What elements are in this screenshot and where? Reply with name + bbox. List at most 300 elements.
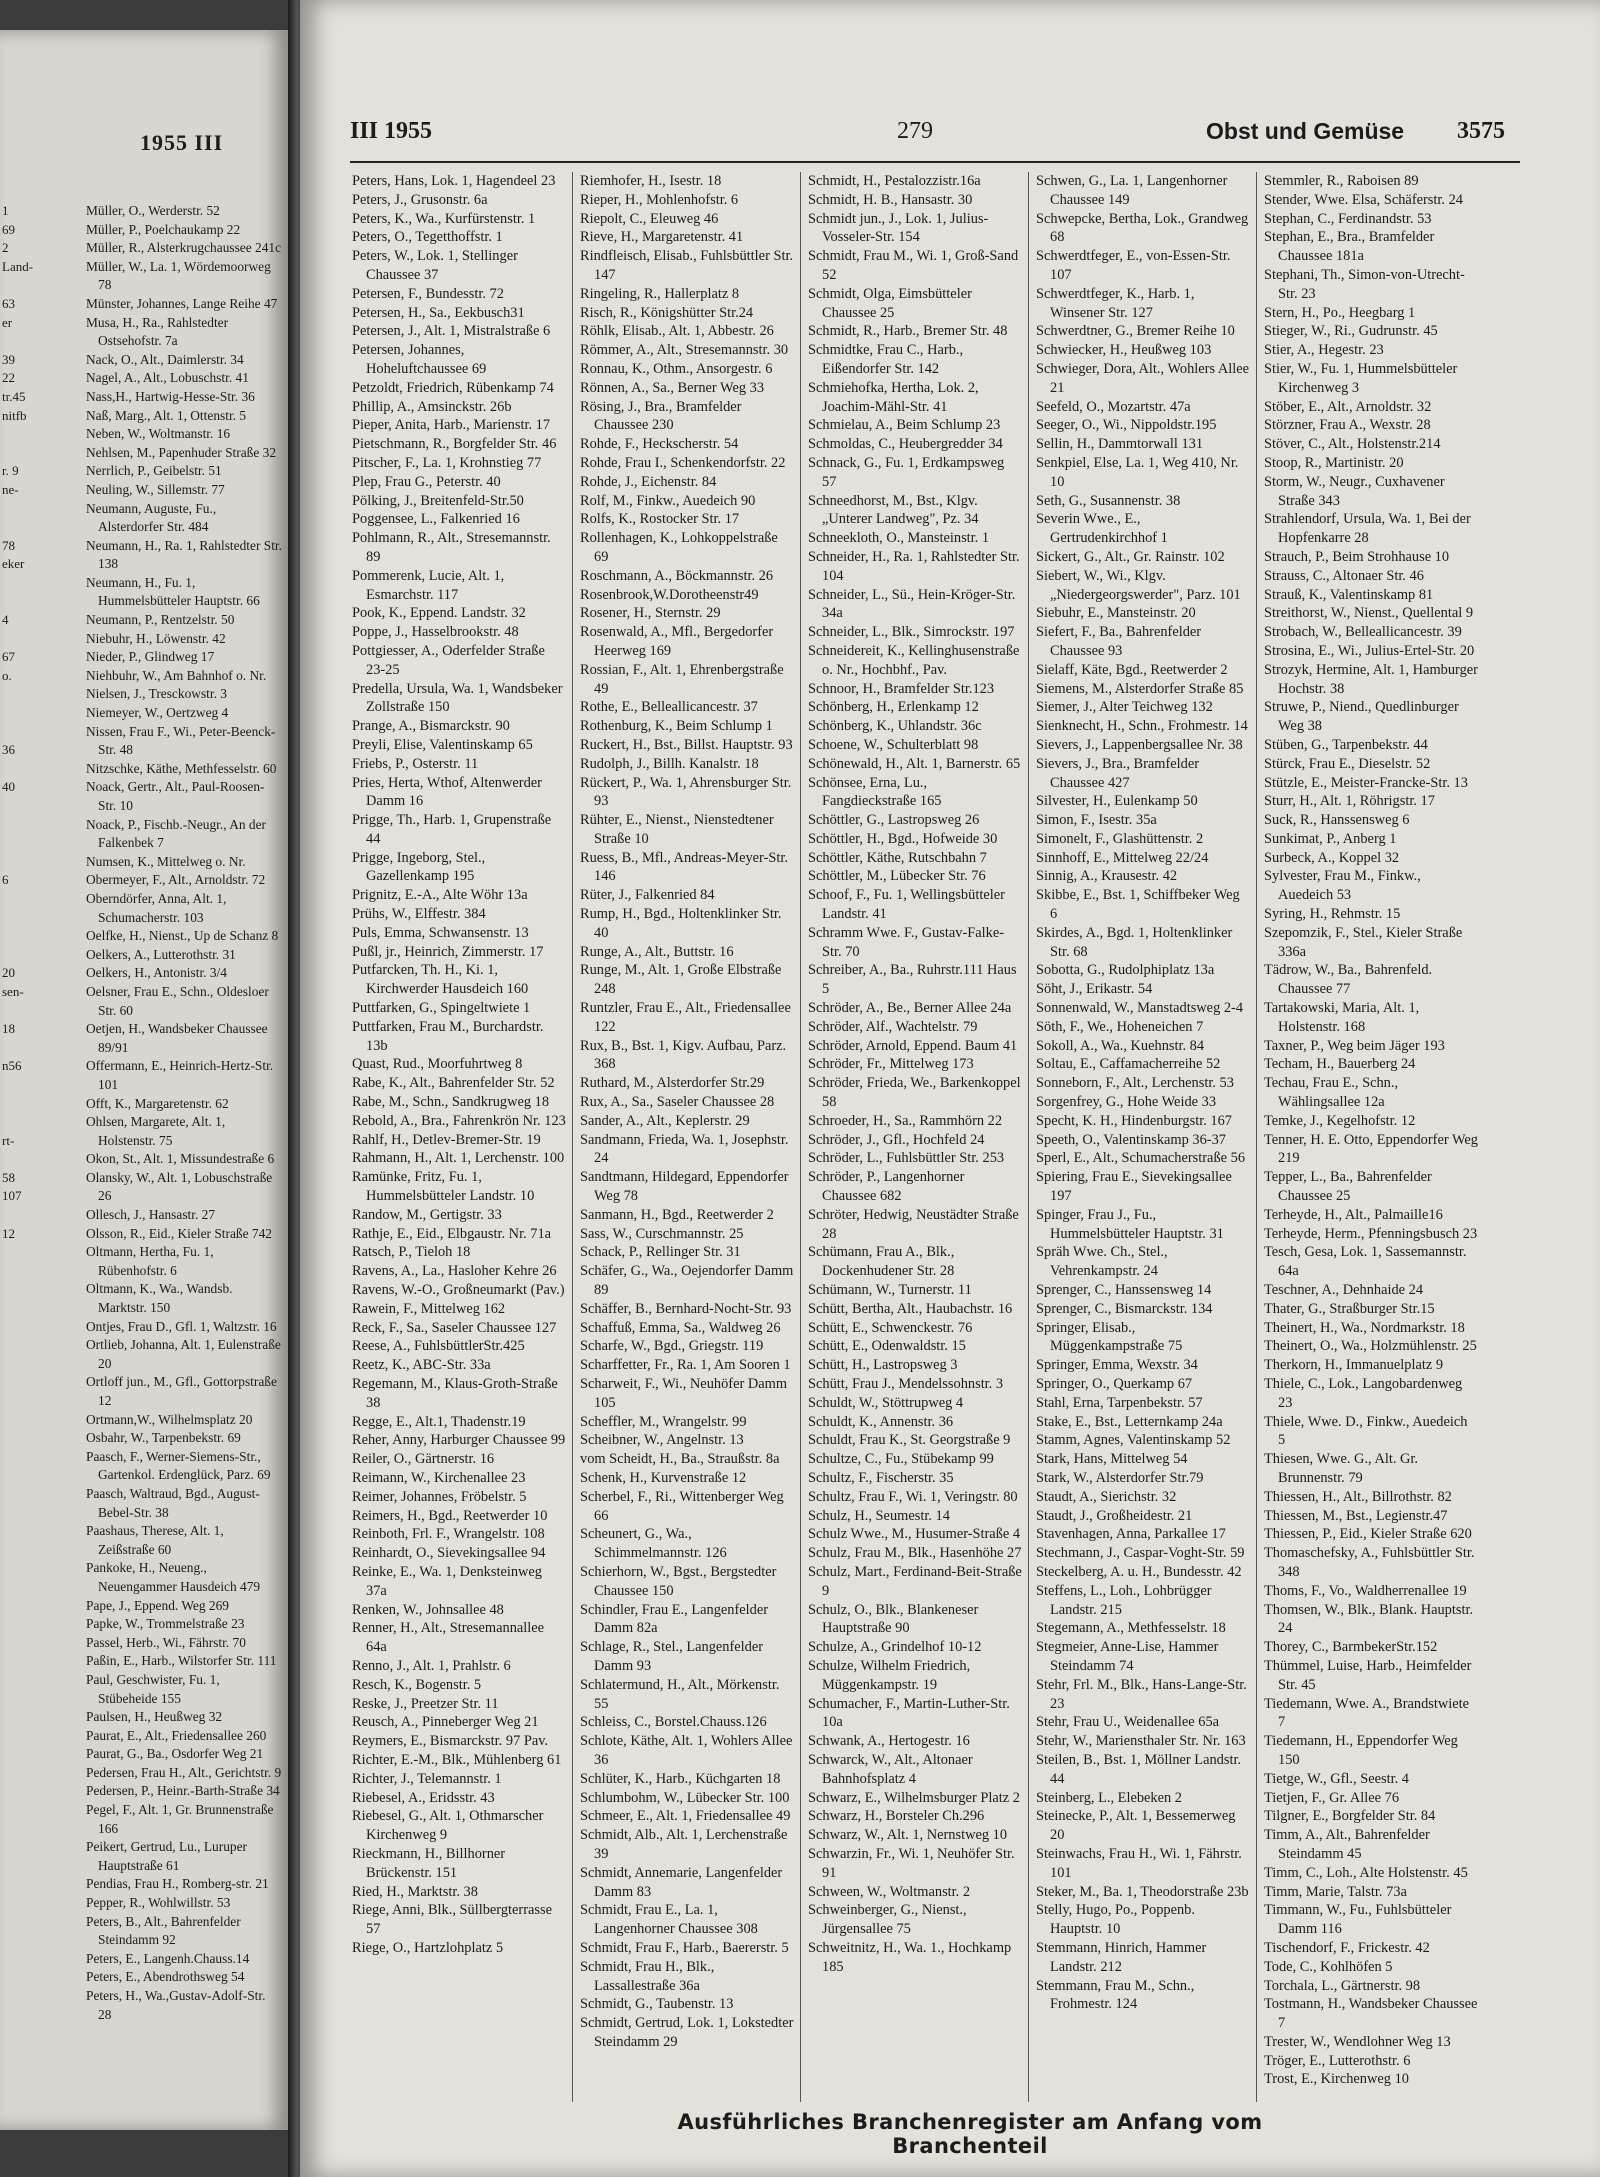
directory-entry: Oberndörfer, Anna, Alt. 1, Schumacherstr. 103 <box>86 890 227 925</box>
directory-entry: Tenner, H. E. Otto, Eppendorfer Weg 219 <box>1264 1131 1478 1167</box>
directory-entry: Römmer, A., Alt., Stresemannstr. 30 <box>580 342 789 359</box>
directory-entry: Schwerdtfeger, E., von-Essen-Str. 107 <box>1036 248 1231 283</box>
directory-entry: Riepolt, C., Eleuweg 46 <box>580 210 719 227</box>
margin-fragment <box>2 1745 54 1764</box>
directory-entry: Neumann, H., Ra. 1, Rahlstedter Str. 138 <box>86 537 282 572</box>
directory-entry: Schlote, Käthe, Alt. 1, Wohlers Allee 36 <box>580 1733 793 1768</box>
directory-entry: Schulz Wwe., M., Husumer-Straße 4 <box>808 1526 1021 1543</box>
directory-entry: Schöttler, H., Bgd., Hofweide 30 <box>808 830 998 847</box>
directory-entry: Schmoldas, C., Heubergredder 34 <box>808 436 1003 453</box>
directory-entry: Ramünke, Fritz, Fu. 1, Hummelsbütteler Landstr. 10 <box>352 1169 535 1205</box>
margin-fragment <box>2 1262 54 1281</box>
directory-entry: Schwieger, Dora, Alt., Wohlers Allee 21 <box>1036 360 1250 396</box>
directory-entry: Schwarz, E., Wilhelmsburger Platz 2 <box>808 1789 1020 1806</box>
margin-fragment: 2 <box>2 240 9 256</box>
directory-entry: Siebuhr, E., Mansteinstr. 20 <box>1036 605 1196 622</box>
directory-entry: Oltmann, K., Wa., Wandsb. Marktstr. 150 <box>86 1281 233 1316</box>
directory-entry: Müller, O., Werderstr. 52 <box>86 203 220 218</box>
directory-entry: Thomaschefsky, A., Fuhlsbüttler Str. 348 <box>1264 1545 1475 1580</box>
directory-entry: Techam, H., Bauerberg 24 <box>1264 1056 1416 1073</box>
directory-entry: Randow, M., Gertigstr. 33 <box>352 1206 502 1223</box>
directory-entry: Predella, Ursula, Wa. 1, Wandsbeker Zollstraße 150 <box>352 680 563 716</box>
directory-entry: Struwe, P., Niend., Quedlinburger Weg 38 <box>1264 699 1459 735</box>
directory-entry: Terheyde, Herm., Pfenningsbusch 23 <box>1264 1225 1478 1242</box>
directory-entry: Neuling, W., Sillemstr. 77 <box>86 481 225 497</box>
directory-entry: Poppe, J., Hasselbrookstr. 48 <box>352 624 519 641</box>
directory-entry: Spinger, Frau J., Fu., Hummelsbütteler Hauptstr. 31 <box>1036 1206 1224 1242</box>
directory-entry: Schwarz, W., Alt. 1, Nernstweg 10 <box>808 1827 1008 1844</box>
directory-entry: Runge, M., Alt. 1, Große Elbstraße 248 <box>580 962 782 998</box>
directory-entry: Ravens, W.-O., Großneumarkt (Pav.) <box>352 1282 565 1299</box>
directory-entry: Sandtmann, Hildegard, Eppendorfer Weg 78 <box>580 1169 789 1205</box>
directory-entry: Schröder, L., Fuhlsbüttler Str. 253 <box>808 1150 1005 1167</box>
directory-entry: Surbeck, A., Koppel 32 <box>1264 849 1400 866</box>
directory-entry: Pegel, F., Alt. 1, Gr. Brunnenstraße 166 <box>86 1802 274 1836</box>
directory-entry: Schmidt, R., Harb., Bremer Str. 48 <box>808 323 1008 340</box>
directory-entry: Sylvester, Frau M., Finkw., Auedeich 53 <box>1264 868 1421 904</box>
directory-entry: Schmidt, Frau H., Blk., Lassallestraße 36a <box>580 1958 715 1994</box>
directory-entry: Schlatermund, H., Alt., Mörkenstr. 55 <box>580 1676 780 1712</box>
directory-entry: Schröder, P., Langenhorner Chaussee 682 <box>808 1169 965 1205</box>
directory-entry: Schreiber, A., Ba., Ruhrstr.111 Haus 5 <box>808 962 1017 998</box>
directory-entry: Schmeer, E., Alt. 1, Friedensallee 49 <box>580 1808 791 1825</box>
directory-entry: Rosenbrook,W.Dorotheenstr49 <box>580 586 759 603</box>
directory-entry: Papke, W., Trommelstraße 23 <box>86 1616 245 1632</box>
directory-entry: Petersen, F., Bundesstr. 72 <box>352 285 504 302</box>
directory-entry: Taxner, P., Weg beim Jäger 193 <box>1264 1037 1445 1054</box>
margin-fragment <box>2 1206 54 1225</box>
directory-entry: Rüter, J., Falkenried 84 <box>580 887 715 904</box>
directory-entry: Theinert, O., Wa., Holzmühlenstr. 25 <box>1264 1338 1477 1355</box>
directory-entry: Regge, E., Alt.1, Thadenstr.19 <box>352 1413 526 1430</box>
directory-entry: Schöttler, M., Lübecker Str. 76 <box>808 868 986 885</box>
directory-entry: Schulz, Mart., Ferdinand-Beit-Straße 9 <box>808 1563 1022 1599</box>
directory-entry: Stehr, Frl. M., Blk., Hans-Lange-Str. 23 <box>1036 1676 1247 1712</box>
directory-entry: Schulz, Frau M., Blk., Hasenhöhe 27 <box>808 1545 1022 1562</box>
directory-entry: Peters, W., Lok. 1, Stellinger Chaussee 37 <box>352 248 518 283</box>
directory-entry: Stegmeier, Anne-Lise, Hammer Steindamm 74 <box>1036 1639 1219 1674</box>
directory-entry: Tröger, E., Lutterothstr. 6 <box>1264 2052 1411 2069</box>
directory-entry: Numsen, K., Mittelweg o. Nr. <box>86 853 246 869</box>
footer-note: Ausführliches Branchenregister am Anfang vom Branchenteil <box>677 2110 1263 2158</box>
directory-entry: Schröder, Alf., Wachtelstr. 79 <box>808 1018 978 1035</box>
directory-entry: Schümann, W., Turnerstr. 11 <box>808 1282 972 1299</box>
directory-entry: Suck, R., Hanssensweg 6 <box>1264 812 1410 829</box>
directory-entry: Peters, J., Grusonstr. 6a <box>352 191 488 208</box>
margin-fragment <box>2 927 54 946</box>
directory-entry: Schröder, Frieda, We., Barkenkoppel 58 <box>808 1075 1021 1111</box>
directory-entry: Peters, K., Wa., Kurfürstenstr. 1 <box>352 210 536 227</box>
directory-entry: Staudt, J., Großheidestr. 21 <box>1036 1507 1193 1524</box>
directory-entry: Schröter, Hedwig, Neustädter Straße 28 <box>808 1206 1019 1242</box>
column-divider <box>572 172 573 2102</box>
directory-entry: Niemeyer, W., Oertzweg 4 <box>86 705 229 721</box>
directory-entry: Tilgner, E., Borgfelder Str. 84 <box>1264 1808 1436 1825</box>
directory-entry: Strosina, E., Wi., Julius-Ertel-Str. 20 <box>1264 642 1475 659</box>
directory-entry: Reiler, O., Gärtnerstr. 16 <box>352 1451 495 1468</box>
directory-entry: Sanmann, H., Bgd., Reetwerder 2 <box>580 1206 774 1223</box>
directory-entry: Paurat, G., Ba., Osdorfer Weg 21 <box>86 1746 264 1762</box>
directory-entry: Schröder, Fr., Mittelweg 173 <box>808 1056 974 1073</box>
margin-fragment <box>2 946 54 965</box>
directory-entry: Schweitnitz, H., Wa. 1., Hochkamp 185 <box>808 1939 1012 1975</box>
directory-entry: Stephan, E., Bra., Bramfelder Chaussee 181a <box>1264 229 1435 265</box>
directory-entry: Schütt, H., Lastropsweg 3 <box>808 1357 958 1374</box>
directory-entry: Pendias, Frau H., Romberg-str. 21 <box>86 1876 269 1892</box>
directory-entry: Prange, A., Bismarckstr. 90 <box>352 718 510 735</box>
directory-entry: Scharweit, F., Wi., Neuhöfer Damm 105 <box>580 1376 788 1411</box>
margin-fragment <box>2 2006 54 2025</box>
directory-entry: Poggensee, L., Falkenried 16 <box>352 511 520 528</box>
directory-entry: Offt, K., Margaretenstr. 62 <box>86 1095 229 1111</box>
directory-entry: Nielsen, J., Tresckowstr. 3 <box>86 686 227 702</box>
margin-fragment <box>2 592 54 611</box>
margin-fragment: r. 9 <box>2 463 19 479</box>
directory-entry: Ortlieb, Johanna, Alt. 1, Eulenstraße 20 <box>86 1337 281 1371</box>
directory-entry: Peters, E., Langenh.Chauss.14 <box>86 1950 250 1966</box>
directory-entry: Scharfe, W., Bgd., Griegstr. 119 <box>580 1338 764 1355</box>
directory-entry: Reimer, Johannes, Fröbelstr. 5 <box>352 1488 527 1505</box>
directory-entry: Stegemann, A., Methfesselstr. 18 <box>1036 1620 1226 1637</box>
directory-entry: Sunkimat, P., Anberg 1 <box>1264 830 1397 847</box>
directory-entry: Schmidt, Frau E., La. 1, Langenhorner Chaussee 308 <box>580 1902 758 1938</box>
directory-entry: Rux, B., Bst. 1, Kigv. Aufbau, Parz. 368 <box>580 1037 787 1073</box>
directory-entry: Passel, Herb., Wi., Fährstr. 70 <box>86 1634 246 1650</box>
directory-entry: Steinberg, L., Elebeken 2 <box>1036 1789 1183 1806</box>
margin-fragment: 12 <box>2 1225 15 1241</box>
margin-fragment <box>2 1671 54 1690</box>
directory-entry: Puttfarken, G., Spingeltwiete 1 <box>352 1000 531 1017</box>
directory-entry: Rohde, J., Eichenstr. 84 <box>580 473 717 490</box>
directory-entry: Schröder, J., Gfl., Hochfeld 24 <box>808 1131 985 1148</box>
margin-fragment <box>2 1913 54 1932</box>
left-page-margin <box>2 202 54 2043</box>
margin-fragment: tr.45 <box>2 388 26 404</box>
directory-entry: Schöttler, Käthe, Rutschbahn 7 <box>808 849 987 866</box>
directory-entry: Thater, G., Straßburger Str.15 <box>1264 1300 1435 1317</box>
directory-entry: Reher, Anny, Harburger Chaussee 99 <box>352 1432 566 1449</box>
column-divider <box>800 172 801 2102</box>
directory-entry: Naß, Marg., Alt. 1, Ottenstr. 5 <box>86 407 247 423</box>
directory-entry: Schmidt, H. B., Hansastr. 30 <box>808 191 973 208</box>
directory-entry: Schoene, W., Schulterblatt 98 <box>808 736 979 753</box>
category-number: 3575 <box>1457 118 1505 144</box>
margin-fragment <box>2 1373 54 1392</box>
directory-entry: Schmielau, A., Beim Schlump 23 <box>808 417 1001 434</box>
directory-entry: Tartakowski, Maria, Alt. 1, Holstenstr. 168 <box>1264 1000 1420 1035</box>
margin-fragment <box>2 1578 54 1597</box>
directory-entry: Schack, P., Rellinger Str. 31 <box>580 1244 741 1261</box>
directory-entry: Petzoldt, Friedrich, Rübenkamp 74 <box>352 379 554 396</box>
directory-entry: Sperl, E., Alt., Schumacherstraße 56 <box>1036 1150 1246 1167</box>
directory-entry: Schmidt, Frau F., Harb., Baererstr. 5 <box>580 1939 789 1956</box>
directory-entry: Nieder, P., Glindweg 17 <box>86 649 215 665</box>
margin-fragment <box>2 1039 54 1058</box>
directory-entry: Stehr, Frau U., Weidenallee 65a <box>1036 1714 1220 1731</box>
margin-fragment <box>2 1764 54 1783</box>
directory-entry: Terheyde, H., Alt., Palmaille16 <box>1264 1206 1443 1223</box>
directory-entry: Söth, F., We., Hoheneichen 7 <box>1036 1018 1204 1035</box>
directory-entry: Noack, P., Fischb.-Neugr., An der Falkenbek 7 <box>86 816 267 851</box>
directory-entry: Steffens, L., Loh., Lohbrügger Landstr. 215 <box>1036 1582 1212 1618</box>
margin-fragment <box>2 1485 54 1504</box>
directory-entry: Niehbuhr, W., Am Bahnhof o. Nr. <box>86 667 267 683</box>
directory-entry: Ringeling, R., Hallerplatz 8 <box>580 285 740 302</box>
margin-fragment: 4 <box>2 612 9 628</box>
directory-entry: Timm, Marie, Talstr. 73a <box>1264 1883 1407 1900</box>
margin-fragment: 78 <box>2 537 15 553</box>
directory-entry: Temke, J., Kegelhofstr. 12 <box>1264 1112 1416 1129</box>
directory-entry: Stöber, E., Alt., Arnoldstr. 32 <box>1264 398 1432 415</box>
directory-entry: Petersen, J., Alt. 1, Mistralstraße 6 <box>352 323 551 340</box>
column-divider <box>1028 172 1029 2102</box>
directory-entry: Schneidereit, K., Kellinghusenstraße o. Nr., Hochbhf., Pav. <box>808 642 1020 678</box>
directory-entry: Pietschmann, R., Borgfelder Str. 46 <box>352 436 557 453</box>
directory-entry: Oelsner, Frau E., Schn., Oldesloer Str. 60 <box>86 983 269 1018</box>
directory-entry: Risch, R., Königshütter Str.24 <box>580 304 754 321</box>
directory-entry: Störzner, Frau A., Wexstr. 28 <box>1264 417 1431 434</box>
margin-fragment <box>2 1875 54 1894</box>
directory-entry: Reinboth, Frl. F., Wrangelstr. 108 <box>352 1526 545 1543</box>
margin-fragment <box>2 1801 54 1820</box>
directory-entry: Rothe, E., Belleallicancestr. 37 <box>580 699 758 716</box>
directory-entry: Pepper, R., Wohlwillstr. 53 <box>86 1895 231 1911</box>
directory-entry: Phillip, A., Amsinckstr. 26b <box>352 398 512 415</box>
directory-entry: Silvester, H., Eulenkamp 50 <box>1036 793 1198 810</box>
margin-fragment <box>2 1727 54 1746</box>
directory-entry: Schindler, Frau E., Langenfelder Damm 82a <box>580 1601 769 1637</box>
directory-entry: Storm, W., Neugr., Cuxhavener Straße 343 <box>1264 473 1445 509</box>
directory-entry: Stemmann, Hinrich, Hammer Landstr. 212 <box>1036 1939 1207 1975</box>
directory-entry: Neumann, H., Fu. 1, Hummelsbütteler Hauptstr. 66 <box>86 574 260 609</box>
margin-fragment: 39 <box>2 351 15 367</box>
directory-entry: Petersen, Johannes, Hoheluftchaussee 69 <box>352 342 487 377</box>
directory-entry: Nitzschke, Käthe, Methfesselstr. 60 <box>86 760 277 776</box>
margin-fragment <box>2 1392 54 1411</box>
directory-entry: Schwank, A., Hertogestr. 16 <box>808 1733 970 1750</box>
directory-entry: Spräh Wwe. Ch., Stel., Vehrenkampstr. 24 <box>1036 1244 1168 1280</box>
directory-column-2 <box>580 172 794 2107</box>
directory-entry: Schultz, Frau F., Wi. 1, Veringstr. 80 <box>808 1488 1018 1505</box>
directory-entry: Siebert, W., Wi., Klgv. „Niedergeorgswerder", Parz. 101 <box>1036 567 1241 603</box>
directory-entry: Steinwachs, Frau H., Wi. 1, Fährstr. 101 <box>1036 1845 1242 1881</box>
margin-fragment: rt- <box>2 1132 15 1148</box>
directory-entry: Ruthard, M., Alsterdorfer Str.29 <box>580 1075 765 1092</box>
directory-entry: Schultze, C., Fu., Stübekamp 99 <box>808 1451 994 1468</box>
directory-column-1 <box>352 172 566 2107</box>
directory-entry: Schoof, F., Fu. 1, Wellingsbütteler Landstr. 41 <box>808 887 1005 923</box>
directory-entry: Riemhofer, H., Isestr. 18 <box>580 173 722 189</box>
directory-entry: Ortloff jun., M., Gfl., Gottorpstraße 12 <box>86 1374 277 1408</box>
directory-entry: Stephan, C., Ferdinandstr. 53 <box>1264 210 1432 227</box>
directory-entry: Siemer, J., Alter Teichweg 132 <box>1036 699 1213 716</box>
directory-entry: Thomsen, W., Blk., Blank. Hauptstr. 24 <box>1264 1601 1474 1637</box>
directory-entry: Schneekloth, O., Mansteinstr. 1 <box>808 530 990 547</box>
margin-fragment <box>2 444 54 463</box>
directory-entry: Timm, A., Alt., Bahrenfelder Steindamm 45 <box>1264 1827 1430 1862</box>
directory-entry: Rösing, J., Bra., Bramfelder Chaussee 230 <box>580 398 742 434</box>
directory-entry: Renno, J., Alt. 1, Prahlstr. 6 <box>352 1657 511 1674</box>
directory-entry: Thorey, C., BarmbekerStr.152 <box>1264 1639 1438 1656</box>
directory-entry: Schwiecker, H., Heußweg 103 <box>1036 342 1212 359</box>
directory-entry: Schmidt, H., Pestalozzistr.16a <box>808 173 981 189</box>
directory-entry: Seeger, O., Wi., Nippoldstr.195 <box>1036 417 1217 434</box>
directory-entry: Ronnau, K., Othm., Ansorgestr. 6 <box>580 360 773 377</box>
directory-entry: Neben, W., Woltmanstr. 16 <box>86 426 231 442</box>
directory-entry: Pußl, jr., Heinrich, Zimmerstr. 17 <box>352 943 544 960</box>
margin-fragment <box>2 1280 54 1299</box>
margin-fragment: sen- <box>2 983 24 999</box>
directory-entry: Röhlk, Elisab., Alt. 1, Abbestr. 26 <box>580 323 774 340</box>
directory-entry: Oelkers, A., Lutterothstr. 31 <box>86 946 236 962</box>
page-header <box>300 118 1600 152</box>
directory-entry: Rebold, A., Bra., Fahrenkrön Nr. 123 <box>352 1112 566 1129</box>
directory-entry: Stephani, Th., Simon-von-Utrecht-Str. 23 <box>1264 266 1465 302</box>
column-divider <box>1256 172 1257 2102</box>
directory-entry: Olsson, R., Eid., Kieler Straße 742 <box>86 1225 272 1241</box>
directory-entry: Stier, A., Hegestr. 23 <box>1264 342 1384 359</box>
directory-entry: Schleiss, C., Borstel.Chauss.126 <box>580 1714 767 1731</box>
directory-entry: Offermann, E., Heinrich-Hertz-Str. 101 <box>86 1058 274 1092</box>
margin-fragment <box>2 1931 54 1950</box>
margin-fragment <box>2 1411 54 1430</box>
directory-entry: Ried, H., Marktstr. 38 <box>352 1883 478 1900</box>
directory-entry: Nagel, A., Alt., Lobuschstr. 41 <box>86 370 249 386</box>
margin-fragment: nitfb <box>2 407 27 423</box>
directory-entry: Sprenger, C., Hanssensweg 14 <box>1036 1282 1212 1299</box>
directory-entry: Sass, W., Curschmannstr. 25 <box>580 1225 744 1242</box>
directory-entry: Schmiehofka, Hertha, Lok. 2, Joachim-Mähl-Str. 41 <box>808 379 979 415</box>
directory-entry: Streithorst, W., Nienst., Quellental 9 <box>1264 605 1474 622</box>
directory-entry: Reymers, E., Bismarckstr. 97 Pav. <box>352 1733 549 1750</box>
left-page <box>0 30 288 2130</box>
directory-entry: Oelfke, H., Nienst., Up de Schanz 8 <box>86 928 279 944</box>
margin-fragment: 58 <box>2 1169 15 1185</box>
directory-entry: Schneider, H., Ra. 1, Rahlstedter Str. 104 <box>808 548 1020 584</box>
directory-entry: Schenk, H., Kurvenstraße 12 <box>580 1469 747 1486</box>
directory-entry: Schmidt, Frau M., Wi. 1, Groß-Sand 52 <box>808 248 1019 283</box>
directory-entry: Schumacher, F., Martin-Luther-Str. 10a <box>808 1695 1010 1731</box>
directory-entry: Nass,H., Hartwig-Hesse-Str. 36 <box>86 388 255 404</box>
directory-entry: Stürck, Frau E., Dieselstr. 52 <box>1264 755 1431 772</box>
directory-entry: Schröder, A., Be., Berner Allee 24a <box>808 1000 1012 1017</box>
directory-entry: Plep, Frau G., Peterstr. 40 <box>352 473 501 490</box>
directory-entry: Seefeld, O., Mozartstr. 47a <box>1036 398 1191 415</box>
margin-fragment: 107 <box>2 1188 22 1204</box>
directory-entry: Rieve, H., Margaretenstr. 41 <box>580 229 744 246</box>
directory-entry: Pitscher, F., La. 1, Krohnstieg 77 <box>352 454 542 471</box>
directory-entry: Skirdes, A., Bgd. 1, Holtenklinker Str. 68 <box>1036 924 1233 960</box>
margin-fragment <box>2 1838 54 1857</box>
directory-entry: Speeth, O., Valentinskamp 36-37 <box>1036 1131 1226 1148</box>
directory-entry: Osbahr, W., Tarpenbekstr. 69 <box>86 1430 241 1446</box>
directory-entry: Teschner, A., Dehnhaide 24 <box>1264 1282 1424 1299</box>
margin-fragment <box>2 1336 54 1355</box>
directory-entry: Pape, J., Eppend. Weg 269 <box>86 1597 229 1613</box>
directory-entry: Rabe, M., Schn., Sandkrugweg 18 <box>352 1094 550 1111</box>
directory-entry: Rosenwald, A., Mfl., Bergedorfer Heerweg 169 <box>580 624 774 659</box>
directory-entry: Sielaff, Käte, Bgd., Reetwerder 2 <box>1036 661 1228 678</box>
margin-fragment: 6 <box>2 872 9 888</box>
directory-entry: Springer, Emma, Wexstr. 34 <box>1036 1357 1198 1374</box>
directory-entry: Rohde, F., Heckscherstr. 54 <box>580 436 739 453</box>
directory-entry: Rump, H., Bgd., Holtenklinker Str. 40 <box>580 906 782 941</box>
directory-entry: Renken, W., Johnsallee 48 <box>352 1601 504 1618</box>
margin-fragment <box>2 890 54 909</box>
directory-entry: Pölking, J., Breitenfeld-Str.50 <box>352 492 524 509</box>
directory-entry: Rawein, F., Mittelweg 162 <box>352 1300 506 1317</box>
margin-fragment: 18 <box>2 1021 15 1037</box>
margin-fragment <box>2 332 54 351</box>
directory-entry: Peters, B., Alt., Bahrenfelder Steindamm 92 <box>86 1913 241 1948</box>
margin-fragment <box>2 704 54 723</box>
directory-entry: Thümmel, Luise, Harb., Heimfelder Str. 45 <box>1264 1657 1472 1693</box>
directory-entry: Nissen, Frau F., Wi., Peter-Beenck-Str. 48 <box>86 723 276 758</box>
margin-fragment <box>2 1987 54 2006</box>
directory-entry: Scharffetter, Fr., Ra. 1, Am Sooren 1 <box>580 1357 791 1374</box>
directory-entry: Tepper, L., Ba., Bahrenfelder Chaussee 25 <box>1264 1169 1432 1205</box>
directory-entry: Steker, M., Ba. 1, Theodorstraße 23b <box>1036 1883 1249 1900</box>
margin-fragment <box>2 500 54 519</box>
margin-fragment <box>2 2024 54 2043</box>
directory-entry: Tietjen, F., Gr. Allee 76 <box>1264 1789 1400 1806</box>
margin-fragment: 69 <box>2 221 15 237</box>
directory-entry: Sandmann, Frieda, Wa. 1, Josephstr. 24 <box>580 1131 789 1167</box>
margin-fragment: n56 <box>2 1058 22 1074</box>
directory-entry: Schütt, E., Odenwaldstr. 15 <box>808 1338 966 1355</box>
margin-fragment: 22 <box>2 370 15 386</box>
directory-entry: Staudt, A., Sierichstr. 32 <box>1036 1488 1177 1505</box>
directory-entry: Rossian, F., Alt. 1, Ehrenbergstraße 49 <box>580 661 784 697</box>
directory-entry: Ontjes, Frau D., Gfl. 1, Waltzstr. 16 <box>86 1318 277 1334</box>
margin-fragment <box>2 1857 54 1876</box>
directory-entry: Stahl, Erna, Tarpenbekstr. 57 <box>1036 1394 1203 1411</box>
directory-entry: Rönnen, A., Sa., Berner Weg 33 <box>580 379 765 396</box>
directory-entry: Peikert, Gertrud, Lu., Luruper Hauptstraße 61 <box>86 1839 248 1873</box>
directory-entry: Steilen, B., Bst. 1, Möllner Landstr. 44 <box>1036 1751 1242 1787</box>
directory-entry: Regemann, M., Klaus-Groth-Straße 38 <box>352 1376 558 1411</box>
directory-entry: Schwarz, H., Borsteler Ch.296 <box>808 1808 985 1825</box>
directory-entry: Pedersen, P., Heinr.-Barth-Straße 34 <box>86 1783 280 1799</box>
directory-entry: Oetjen, H., Wandsbeker Chaussee 89/91 <box>86 1021 268 1055</box>
directory-entry: Rohde, Frau I., Schenkendorfstr. 22 <box>580 454 786 471</box>
directory-entry: Stake, E., Bst., Letternkamp 24a <box>1036 1413 1223 1430</box>
directory-entry: Münster, Johannes, Lange Reihe 47 <box>86 295 278 311</box>
left-page-header: 1955 III <box>140 130 224 155</box>
margin-fragment <box>2 1708 54 1727</box>
directory-entry: Syring, H., Rehmstr. 15 <box>1264 906 1401 923</box>
directory-entry: Prigge, Ingeborg, Stel., Gazellenkamp 195 <box>352 849 486 885</box>
directory-entry: Therkorn, H., Immanuelplatz 9 <box>1264 1357 1444 1374</box>
directory-entry: Niebuhr, H., Löwenstr. 42 <box>86 630 226 646</box>
directory-entry: Sturr, H., Alt. 1, Röhrigstr. 17 <box>1264 793 1435 810</box>
directory-entry: Stüben, G., Tarpenbekstr. 44 <box>1264 736 1428 753</box>
directory-entry: Pohlmann, R., Alt., Stresemannstr. 89 <box>352 530 551 565</box>
directory-entry: Müller, R., Alsterkrugchaussee 241c <box>86 240 282 256</box>
directory-entry: Ruess, B., Mfl., Andreas-Meyer-Str. 146 <box>580 849 788 885</box>
directory-entry: Reck, F., Sa., Saseler Chaussee 127 <box>352 1319 557 1336</box>
margin-fragment <box>2 1950 54 1969</box>
directory-entry: Paul, Geschwister, Fu. 1, Stübeheide 155 <box>86 1671 220 1706</box>
margin-fragment: eker <box>2 556 25 572</box>
directory-entry: Petersen, H., Sa., Eekbusch31 <box>352 304 525 321</box>
directory-entry: Theinert, H., Wa., Nordmarkstr. 18 <box>1264 1319 1465 1336</box>
directory-entry: Peters, H., Wa.,Gustav-Adolf-Str. 28 <box>86 1988 266 2022</box>
directory-entry: Rabe, K., Alt., Bahrenfelder Str. 52 <box>352 1075 555 1092</box>
directory-entry: Preyli, Elise, Valentinskamp 65 <box>352 736 533 753</box>
directory-entry: Ortmann,W., Wilhelmsplatz 20 <box>86 1411 253 1427</box>
directory-entry: Schröder, Arnold, Eppend. Baum 41 <box>808 1037 1018 1054</box>
